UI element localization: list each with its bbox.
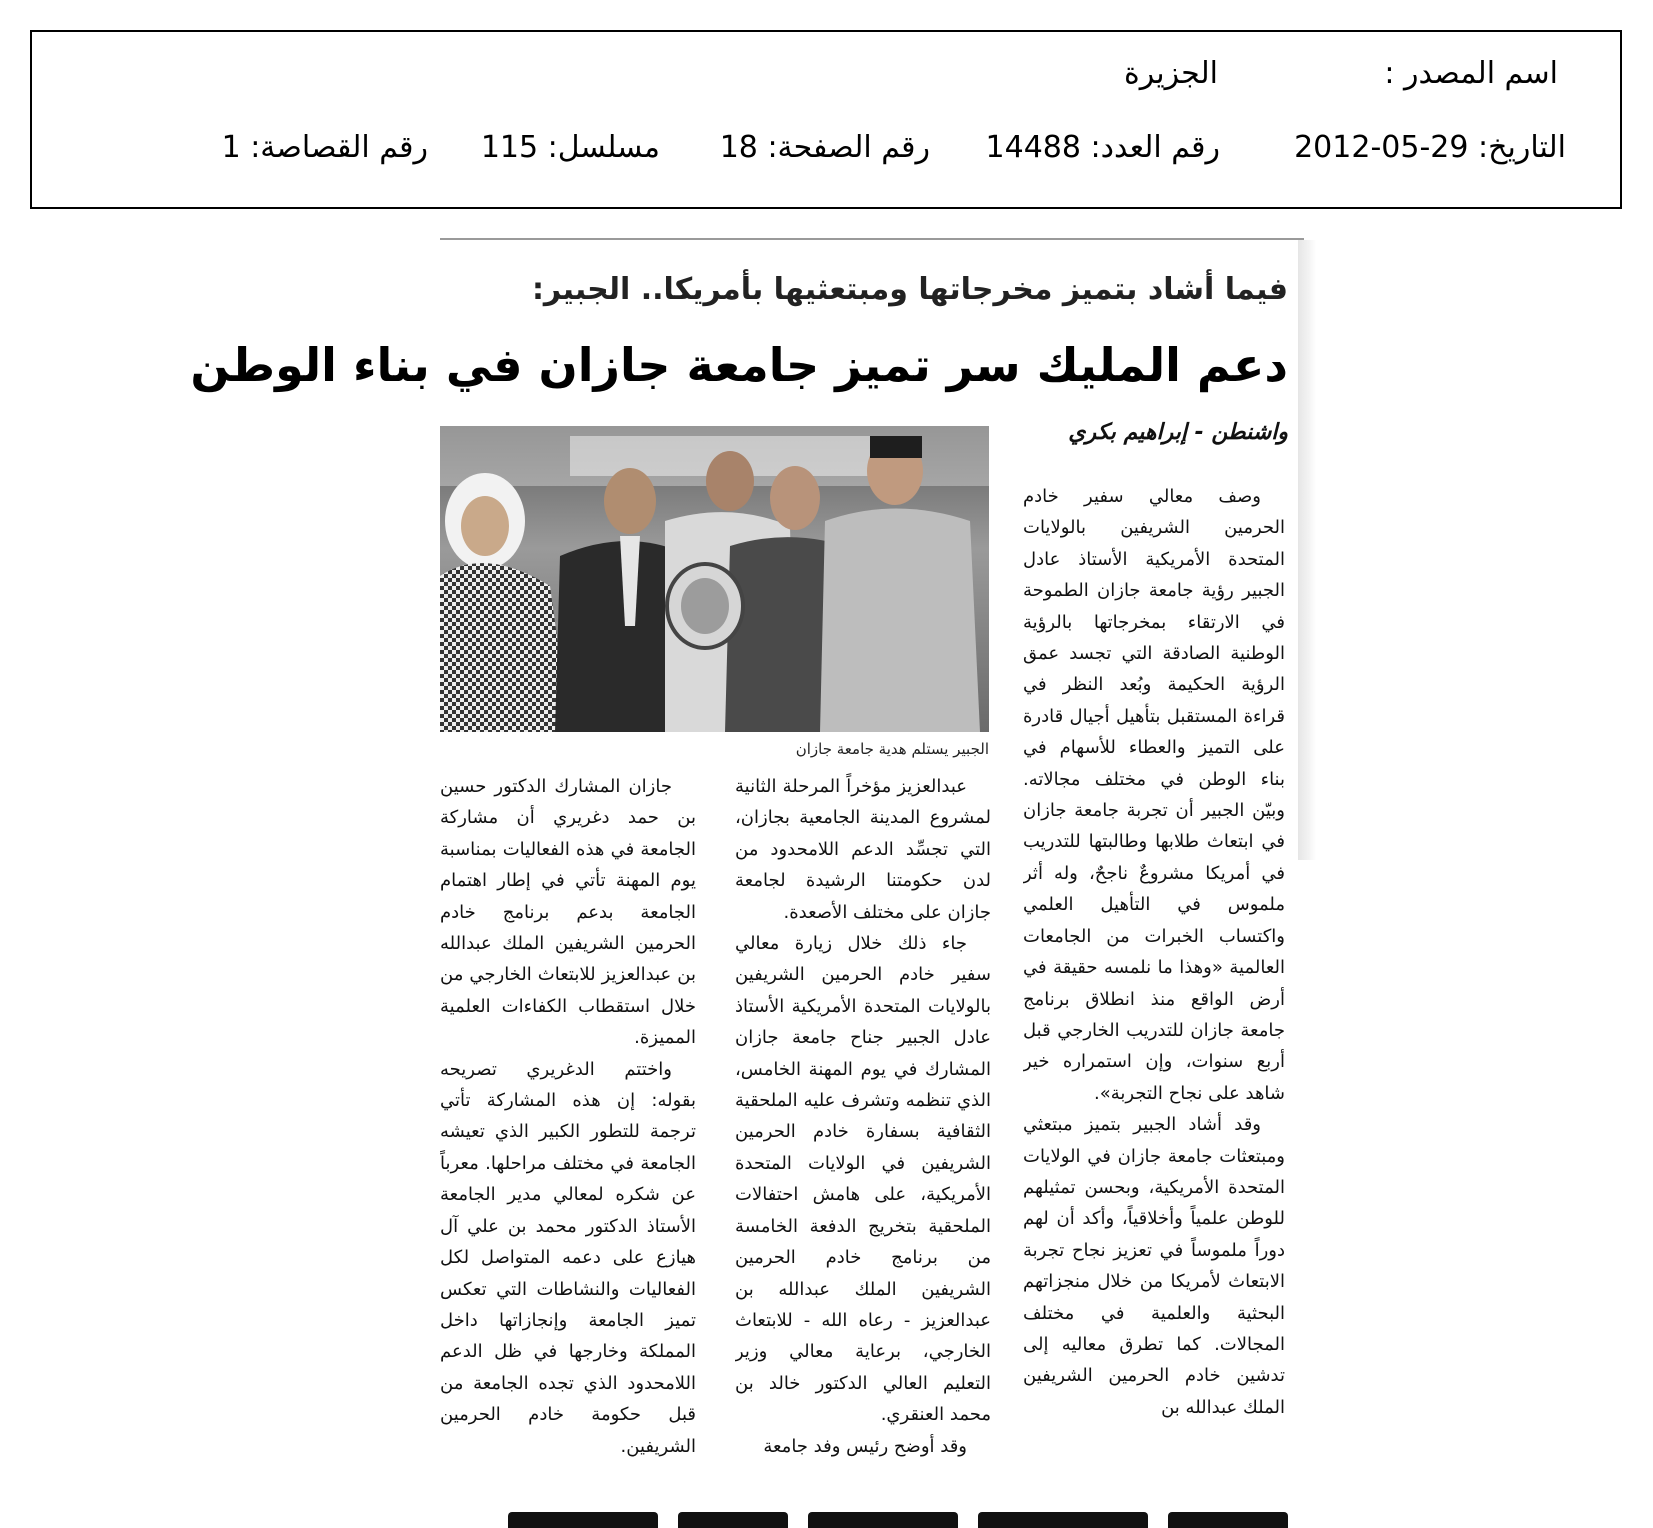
cut-off-next-headline [458,1500,1288,1528]
clipping-info-box [30,30,1622,209]
source-value: الجزيرة [1123,56,1218,91]
date-field: التاريخ: 29-05-2012 [1294,130,1566,165]
article-headline: دعم المليك سر تميز جامعة جازان في بناء الوطن [190,338,1288,392]
serial-field: مسلسل: 115 [480,130,660,165]
article-byline: واشنطن - إبراهيم بكري [1068,420,1288,445]
article-paragraph: جازان المشارك الدكتور حسين بن حمد دغريري أن مشاركة الجامعة في هذه الفعاليات بمناسبة يوم المهنة تأتي في إطار اهتمام الجامعة بدعم برنامج خادم الحرمين الشريفين الملك عبدالله بن عبدالعزيز للابتعاث الخارجي من خلال استقطاب الكفاءات العلمية المميزة. [440,776,696,1049]
source-label: اسم المصدر : [1384,56,1558,91]
article-column-right [1023,481,1285,1511]
article-paragraph: وقد أوضح رئيس وفد جامعة [763,1435,967,1457]
page-number-field: رقم الصفحة: 18 [719,130,930,165]
article-photo [440,426,989,732]
article-kicker: فيما أشاد بتميز مخرجاتها ومبتعثيها بأمريكا.. الجبير: [531,272,1288,307]
top-rule [440,238,1304,240]
photo-caption: الجبير يستلم هدية جامعة جازان [795,740,989,758]
article-column-left [440,771,696,1511]
article-paragraph: وقد أشاد الجبير بتميز مبتعثي ومبتعثات جامعة جازان في الولايات المتحدة الأمريكية، وبحسن تمثيلهم للوطن علمياً وأخلاقياً، وأكد أن لهم دوراً ملموساً في تعزيز نجاح تجربة الابتعاث لأمريكا من خلال منجزاتهم البحثية والعلمية في مختلف المجالات. كما تطرق معاليه إلى تدشين خادم الحرمين الشريفين الملك عبدالله بن [1023,1114,1285,1418]
article-clipping [190,238,1304,1528]
article-paragraph: واختتم الدغريري تصريحه بقوله: إن هذه المشاركة تأتي ترجمة للتطور الكبير الذي تعيشه الجامعة في مختلف مراحلها. معرباً عن شكره لمعالي مدير الجامعة الأستاذ الدكتور محمد بن علي آل هيازع على دعمه المتواصل لكل الفعاليات والنشاطات التي تعكس تميز الجامعة وإنجازاتها داخل المملكة وخارجها في ظل الدعم اللامحدود الذي تجده الجامعة من قبل حكومة خادم الحرمين الشريفين. [440,1058,696,1457]
article-paragraph: جاء ذلك خلال زيارة معالي سفير خادم الحرمين الشريفين بالولايات المتحدة الأمريكية الأستاذ عادل الجبير جناح جامعة جازان المشارك في يوم المهنة الخامس، الذي تنظمه وتشرف عليه الملحقية الثقافية بسفارة خادم الحرمين الشريفين في الولايات المتحدة الأمريكية، على هامش احتفالات الملحقية بتخريج الدفعة الخامسة من برنامج خادم الحرمين الشريفين الملك عبدالله بن عبدالعزيز - رعاه الله - للابتعاث الخارجي، برعاية معالي وزير التعليم العالي الدكتور خالد بن محمد العنقري. [735,933,991,1426]
article-paragraph: عبدالعزيز مؤخراً المرحلة الثانية لمشروع المدينة الجامعية بجازان، التي تجسِّد الدعم اللامحدود من لدن حكومتنا الرشيدة لجامعة جازان على مختلف الأصعدة. [735,776,991,923]
issue-number-field: رقم العدد: 14488 [985,130,1220,165]
article-column-middle [735,771,991,1511]
article-paragraph: وصف معالي سفير خادم الحرمين الشريفين بالولايات المتحدة الأمريكية الأستاذ عادل الجبير رؤية جامعة جازان الطموحة في الارتقاء بمخرجاتها بالرؤية الوطنية الصادقة التي تجسد عمق الرؤية الحكيمة وبُعد النظر في قراءة المستقبل بتأهيل أجيال قادرة على التميز والعطاء للأسهام في بناء الوطن في مختلف مجالاته. وبيّن الجبير أن تجربة جامعة جازان في ابتعاث طلابها وطالبتها للتدريب في أمريكا مشروعٌ ناجحٌ، وله أثر ملموس في التأهيل العلمي واكتساب الخبرات من الجامعات العالمية «وهذا ما نلمسه حقيقة في أرض الواقع منذ انطلاق برنامج جامعة جازان للتدريب الخارجي قبل أربع سنوات، وإن استمراره خير شاهد على نجاح التجربة». [1023,486,1285,1104]
clipping-number-field: رقم القصاصة: 1 [221,130,428,165]
